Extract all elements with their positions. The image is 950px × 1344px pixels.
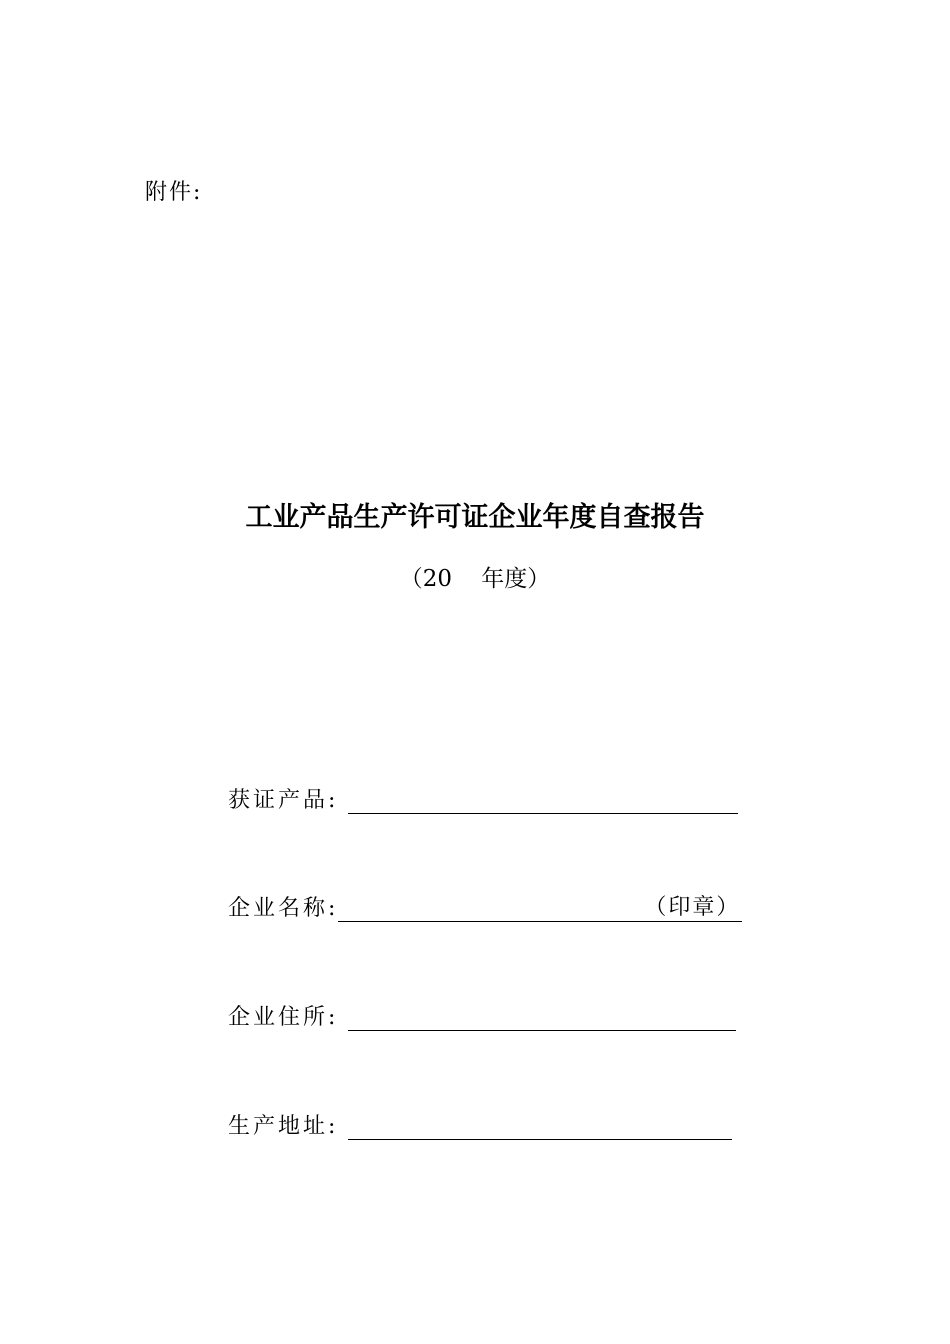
company-name-label: 企业名称: <box>228 896 339 921</box>
company-address-field[interactable] <box>348 1004 736 1031</box>
field-row-company-name <box>228 890 742 922</box>
field-row-certified-product <box>228 782 738 814</box>
production-address-label: 生产地址: <box>228 1114 339 1139</box>
company-address-label: 企业住所: <box>228 1005 339 1030</box>
report-title: 工业产品生产许可证企业年度自查报告 <box>245 502 705 533</box>
company-name-field[interactable] <box>338 895 742 922</box>
field-row-production-address <box>228 1108 732 1140</box>
seal-note: （印章） <box>644 895 741 920</box>
report-year-line: （20 年度） <box>399 566 551 592</box>
attachment-label: 附件: <box>145 180 203 205</box>
certified-product-label: 获证产品: <box>228 788 339 813</box>
certified-product-field[interactable] <box>348 787 738 814</box>
field-row-company-address <box>228 999 736 1031</box>
production-address-field[interactable] <box>348 1113 732 1140</box>
